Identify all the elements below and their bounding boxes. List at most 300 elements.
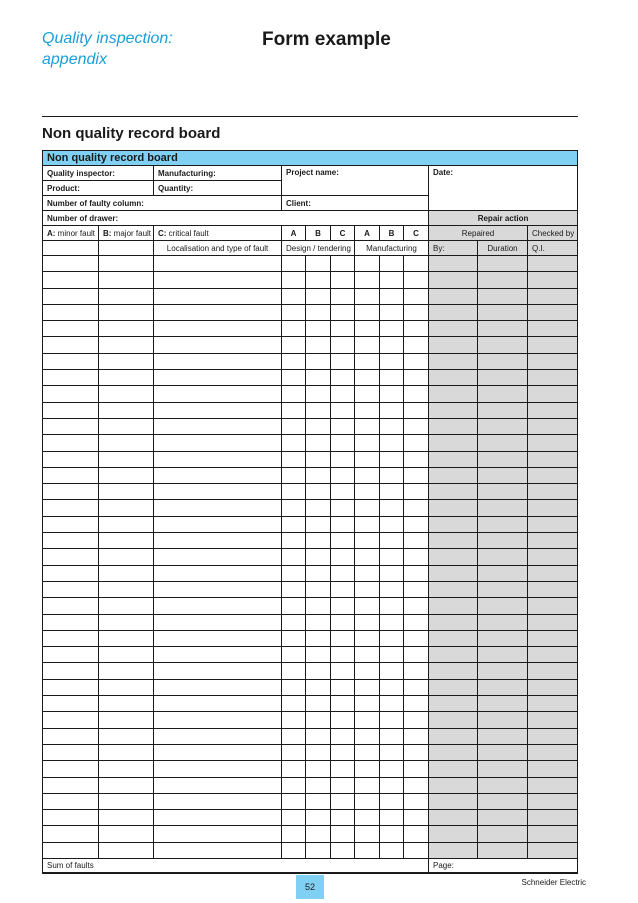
entry-cell[interactable] <box>331 353 355 369</box>
entry-cell[interactable] <box>99 842 154 858</box>
entry-cell[interactable] <box>404 549 429 565</box>
entry-cell[interactable] <box>528 353 578 369</box>
entry-cell[interactable] <box>380 467 404 483</box>
entry-cell[interactable] <box>282 630 306 646</box>
entry-cell[interactable] <box>380 337 404 353</box>
entry-cell[interactable] <box>478 663 528 679</box>
entry-cell[interactable] <box>154 696 282 712</box>
entry-cell[interactable] <box>380 353 404 369</box>
entry-cell[interactable] <box>43 842 99 858</box>
entry-cell[interactable] <box>355 533 380 549</box>
entry-cell[interactable] <box>331 288 355 304</box>
entry-cell[interactable] <box>306 484 331 500</box>
project-name-field[interactable]: Project name: <box>282 166 429 196</box>
entry-cell[interactable] <box>331 777 355 793</box>
entry-cell[interactable] <box>355 842 380 858</box>
entry-cell[interactable] <box>404 402 429 418</box>
entry-cell[interactable] <box>478 435 528 451</box>
entry-cell[interactable] <box>528 647 578 663</box>
entry-cell[interactable] <box>355 810 380 826</box>
entry-cell[interactable] <box>43 402 99 418</box>
entry-cell[interactable] <box>355 565 380 581</box>
entry-cell[interactable] <box>355 256 380 272</box>
entry-cell[interactable] <box>306 418 331 434</box>
entry-cell[interactable] <box>404 370 429 386</box>
entry-cell[interactable] <box>355 353 380 369</box>
entry-cell[interactable] <box>528 581 578 597</box>
entry-cell[interactable] <box>154 370 282 386</box>
entry-cell[interactable] <box>331 451 355 467</box>
entry-cell[interactable] <box>154 402 282 418</box>
entry-cell[interactable] <box>331 418 355 434</box>
entry-cell[interactable] <box>478 272 528 288</box>
entry-cell[interactable] <box>43 761 99 777</box>
entry-cell[interactable] <box>43 810 99 826</box>
entry-cell[interactable] <box>306 256 331 272</box>
entry-cell[interactable] <box>43 696 99 712</box>
entry-cell[interactable] <box>478 630 528 646</box>
entry-cell[interactable] <box>429 304 478 320</box>
entry-cell[interactable] <box>404 288 429 304</box>
entry-cell[interactable] <box>331 630 355 646</box>
entry-cell[interactable] <box>380 598 404 614</box>
entry-cell[interactable] <box>528 435 578 451</box>
entry-cell[interactable] <box>528 272 578 288</box>
entry-cell[interactable] <box>306 272 331 288</box>
entry-cell[interactable] <box>429 467 478 483</box>
entry-cell[interactable] <box>478 810 528 826</box>
entry-cell[interactable] <box>404 256 429 272</box>
entry-cell[interactable] <box>99 321 154 337</box>
entry-cell[interactable] <box>478 418 528 434</box>
entry-cell[interactable] <box>331 826 355 842</box>
entry-cell[interactable] <box>306 500 331 516</box>
entry-cell[interactable] <box>355 614 380 630</box>
entry-cell[interactable] <box>99 418 154 434</box>
entry-cell[interactable] <box>478 402 528 418</box>
entry-cell[interactable] <box>282 386 306 402</box>
entry-cell[interactable] <box>306 565 331 581</box>
entry-cell[interactable] <box>404 712 429 728</box>
entry-cell[interactable] <box>380 533 404 549</box>
entry-cell[interactable] <box>528 679 578 695</box>
entry-cell[interactable] <box>429 647 478 663</box>
entry-cell[interactable] <box>282 321 306 337</box>
entry-cell[interactable] <box>99 484 154 500</box>
entry-cell[interactable] <box>43 630 99 646</box>
entry-cell[interactable] <box>154 614 282 630</box>
entry-cell[interactable] <box>306 598 331 614</box>
entry-cell[interactable] <box>478 696 528 712</box>
entry-cell[interactable] <box>404 500 429 516</box>
entry-cell[interactable] <box>43 418 99 434</box>
entry-cell[interactable] <box>331 467 355 483</box>
entry-cell[interactable] <box>429 435 478 451</box>
entry-cell[interactable] <box>154 565 282 581</box>
entry-cell[interactable] <box>528 630 578 646</box>
entry-cell[interactable] <box>154 581 282 597</box>
entry-cell[interactable] <box>331 744 355 760</box>
entry-cell[interactable] <box>99 500 154 516</box>
entry-cell[interactable] <box>355 386 380 402</box>
entry-cell[interactable] <box>154 712 282 728</box>
entry-cell[interactable] <box>99 630 154 646</box>
entry-cell[interactable] <box>478 761 528 777</box>
entry-cell[interactable] <box>99 696 154 712</box>
entry-cell[interactable] <box>404 467 429 483</box>
entry-cell[interactable] <box>528 304 578 320</box>
entry-cell[interactable] <box>355 696 380 712</box>
entry-cell[interactable] <box>154 826 282 842</box>
entry-cell[interactable] <box>154 386 282 402</box>
entry-cell[interactable] <box>154 288 282 304</box>
entry-cell[interactable] <box>429 712 478 728</box>
entry-cell[interactable] <box>380 842 404 858</box>
entry-cell[interactable] <box>282 761 306 777</box>
entry-cell[interactable] <box>282 500 306 516</box>
entry-cell[interactable] <box>306 386 331 402</box>
entry-cell[interactable] <box>154 272 282 288</box>
entry-cell[interactable] <box>99 304 154 320</box>
entry-cell[interactable] <box>306 288 331 304</box>
entry-cell[interactable] <box>306 744 331 760</box>
entry-cell[interactable] <box>478 842 528 858</box>
entry-cell[interactable] <box>43 288 99 304</box>
entry-cell[interactable] <box>528 793 578 809</box>
entry-cell[interactable] <box>429 744 478 760</box>
entry-cell[interactable] <box>99 793 154 809</box>
entry-cell[interactable] <box>43 321 99 337</box>
entry-cell[interactable] <box>43 712 99 728</box>
entry-cell[interactable] <box>331 614 355 630</box>
entry-cell[interactable] <box>306 549 331 565</box>
entry-cell[interactable] <box>380 304 404 320</box>
entry-cell[interactable] <box>528 565 578 581</box>
entry-cell[interactable] <box>282 614 306 630</box>
entry-cell[interactable] <box>43 435 99 451</box>
entry-cell[interactable] <box>528 516 578 532</box>
entry-cell[interactable] <box>528 467 578 483</box>
entry-cell[interactable] <box>528 728 578 744</box>
entry-cell[interactable] <box>282 842 306 858</box>
entry-cell[interactable] <box>306 793 331 809</box>
entry-cell[interactable] <box>331 728 355 744</box>
entry-cell[interactable] <box>99 565 154 581</box>
entry-cell[interactable] <box>429 614 478 630</box>
entry-cell[interactable] <box>99 826 154 842</box>
entry-cell[interactable] <box>306 304 331 320</box>
entry-cell[interactable] <box>331 581 355 597</box>
entry-cell[interactable] <box>43 826 99 842</box>
entry-cell[interactable] <box>306 842 331 858</box>
entry-cell[interactable] <box>380 826 404 842</box>
entry-cell[interactable] <box>331 304 355 320</box>
entry-cell[interactable] <box>154 418 282 434</box>
quality-inspector-field[interactable]: Quality inspector: <box>43 166 154 181</box>
entry-cell[interactable] <box>154 304 282 320</box>
entry-cell[interactable] <box>355 370 380 386</box>
entry-cell[interactable] <box>154 435 282 451</box>
entry-cell[interactable] <box>528 663 578 679</box>
entry-cell[interactable] <box>99 744 154 760</box>
entry-cell[interactable] <box>429 418 478 434</box>
entry-cell[interactable] <box>404 353 429 369</box>
entry-cell[interactable] <box>528 614 578 630</box>
entry-cell[interactable] <box>404 630 429 646</box>
entry-cell[interactable] <box>43 549 99 565</box>
entry-cell[interactable] <box>528 370 578 386</box>
entry-cell[interactable] <box>99 370 154 386</box>
entry-cell[interactable] <box>331 500 355 516</box>
entry-cell[interactable] <box>282 793 306 809</box>
entry-cell[interactable] <box>99 647 154 663</box>
entry-cell[interactable] <box>404 679 429 695</box>
date-field[interactable]: Date: <box>429 166 578 211</box>
entry-cell[interactable] <box>306 402 331 418</box>
entry-cell[interactable] <box>380 435 404 451</box>
entry-cell[interactable] <box>478 581 528 597</box>
minor-fault-column[interactable] <box>43 241 99 256</box>
entry-cell[interactable] <box>99 337 154 353</box>
entry-cell[interactable] <box>404 777 429 793</box>
entry-cell[interactable] <box>478 484 528 500</box>
entry-cell[interactable] <box>528 500 578 516</box>
entry-cell[interactable] <box>429 484 478 500</box>
drawer-field[interactable]: Number of drawer: <box>43 211 429 226</box>
entry-cell[interactable] <box>355 272 380 288</box>
entry-cell[interactable] <box>404 761 429 777</box>
product-field[interactable]: Product: <box>43 181 154 196</box>
entry-cell[interactable] <box>282 353 306 369</box>
entry-cell[interactable] <box>154 647 282 663</box>
entry-cell[interactable] <box>306 467 331 483</box>
entry-cell[interactable] <box>306 451 331 467</box>
entry-cell[interactable] <box>478 728 528 744</box>
entry-cell[interactable] <box>99 549 154 565</box>
entry-cell[interactable] <box>99 288 154 304</box>
entry-cell[interactable] <box>43 500 99 516</box>
entry-cell[interactable] <box>43 565 99 581</box>
entry-cell[interactable] <box>43 370 99 386</box>
entry-cell[interactable] <box>154 679 282 695</box>
entry-cell[interactable] <box>331 549 355 565</box>
entry-cell[interactable] <box>355 484 380 500</box>
entry-cell[interactable] <box>306 435 331 451</box>
entry-cell[interactable] <box>355 304 380 320</box>
entry-cell[interactable] <box>99 353 154 369</box>
page-field[interactable]: Page: <box>429 858 578 873</box>
entry-cell[interactable] <box>43 467 99 483</box>
entry-cell[interactable] <box>380 712 404 728</box>
entry-cell[interactable] <box>478 793 528 809</box>
entry-cell[interactable] <box>355 793 380 809</box>
entry-cell[interactable] <box>404 484 429 500</box>
entry-cell[interactable] <box>99 402 154 418</box>
entry-cell[interactable] <box>282 647 306 663</box>
entry-cell[interactable] <box>429 337 478 353</box>
entry-cell[interactable] <box>404 516 429 532</box>
entry-cell[interactable] <box>478 370 528 386</box>
entry-cell[interactable] <box>154 663 282 679</box>
entry-cell[interactable] <box>429 256 478 272</box>
entry-cell[interactable] <box>355 679 380 695</box>
entry-cell[interactable] <box>429 321 478 337</box>
entry-cell[interactable] <box>282 826 306 842</box>
entry-cell[interactable] <box>380 744 404 760</box>
entry-cell[interactable] <box>478 288 528 304</box>
entry-cell[interactable] <box>282 696 306 712</box>
entry-cell[interactable] <box>154 549 282 565</box>
entry-cell[interactable] <box>404 533 429 549</box>
entry-cell[interactable] <box>380 630 404 646</box>
entry-cell[interactable] <box>528 337 578 353</box>
entry-cell[interactable] <box>478 647 528 663</box>
entry-cell[interactable] <box>355 712 380 728</box>
entry-cell[interactable] <box>380 321 404 337</box>
entry-cell[interactable] <box>478 712 528 728</box>
entry-cell[interactable] <box>331 402 355 418</box>
entry-cell[interactable] <box>331 321 355 337</box>
entry-cell[interactable] <box>429 386 478 402</box>
entry-cell[interactable] <box>380 647 404 663</box>
entry-cell[interactable] <box>429 516 478 532</box>
entry-cell[interactable] <box>282 810 306 826</box>
entry-cell[interactable] <box>355 777 380 793</box>
entry-cell[interactable] <box>429 761 478 777</box>
entry-cell[interactable] <box>331 435 355 451</box>
entry-cell[interactable] <box>404 321 429 337</box>
entry-cell[interactable] <box>43 728 99 744</box>
entry-cell[interactable] <box>404 451 429 467</box>
entry-cell[interactable] <box>380 484 404 500</box>
entry-cell[interactable] <box>282 370 306 386</box>
entry-cell[interactable] <box>43 679 99 695</box>
entry-cell[interactable] <box>380 500 404 516</box>
entry-cell[interactable] <box>404 793 429 809</box>
entry-cell[interactable] <box>282 744 306 760</box>
entry-cell[interactable] <box>331 256 355 272</box>
entry-cell[interactable] <box>282 451 306 467</box>
entry-cell[interactable] <box>478 386 528 402</box>
entry-cell[interactable] <box>429 728 478 744</box>
entry-cell[interactable] <box>99 728 154 744</box>
entry-cell[interactable] <box>43 663 99 679</box>
entry-cell[interactable] <box>429 549 478 565</box>
entry-cell[interactable] <box>380 565 404 581</box>
entry-cell[interactable] <box>355 581 380 597</box>
entry-cell[interactable] <box>306 353 331 369</box>
entry-cell[interactable] <box>528 712 578 728</box>
entry-cell[interactable] <box>478 321 528 337</box>
entry-cell[interactable] <box>282 581 306 597</box>
entry-cell[interactable] <box>282 565 306 581</box>
entry-cell[interactable] <box>355 826 380 842</box>
entry-cell[interactable] <box>528 777 578 793</box>
entry-cell[interactable] <box>99 663 154 679</box>
entry-cell[interactable] <box>99 598 154 614</box>
entry-cell[interactable] <box>282 256 306 272</box>
entry-cell[interactable] <box>478 679 528 695</box>
entry-cell[interactable] <box>355 500 380 516</box>
entry-cell[interactable] <box>404 581 429 597</box>
entry-cell[interactable] <box>528 451 578 467</box>
entry-cell[interactable] <box>380 288 404 304</box>
entry-cell[interactable] <box>43 272 99 288</box>
entry-cell[interactable] <box>154 761 282 777</box>
entry-cell[interactable] <box>404 386 429 402</box>
entry-cell[interactable] <box>355 598 380 614</box>
entry-cell[interactable] <box>528 598 578 614</box>
entry-cell[interactable] <box>282 777 306 793</box>
entry-cell[interactable] <box>99 533 154 549</box>
entry-cell[interactable] <box>43 581 99 597</box>
entry-cell[interactable] <box>99 679 154 695</box>
entry-cell[interactable] <box>478 337 528 353</box>
entry-cell[interactable] <box>43 777 99 793</box>
entry-cell[interactable] <box>306 810 331 826</box>
entry-cell[interactable] <box>404 614 429 630</box>
entry-cell[interactable] <box>429 288 478 304</box>
entry-cell[interactable] <box>99 256 154 272</box>
entry-cell[interactable] <box>355 402 380 418</box>
entry-cell[interactable] <box>43 484 99 500</box>
entry-cell[interactable] <box>380 402 404 418</box>
entry-cell[interactable] <box>404 663 429 679</box>
entry-cell[interactable] <box>429 581 478 597</box>
entry-cell[interactable] <box>478 451 528 467</box>
entry-cell[interactable] <box>429 533 478 549</box>
entry-cell[interactable] <box>99 272 154 288</box>
entry-cell[interactable] <box>154 630 282 646</box>
entry-cell[interactable] <box>282 337 306 353</box>
entry-cell[interactable] <box>404 647 429 663</box>
entry-cell[interactable] <box>380 793 404 809</box>
entry-cell[interactable] <box>43 304 99 320</box>
entry-cell[interactable] <box>43 614 99 630</box>
entry-cell[interactable] <box>43 533 99 549</box>
entry-cell[interactable] <box>380 386 404 402</box>
entry-cell[interactable] <box>404 826 429 842</box>
entry-cell[interactable] <box>404 565 429 581</box>
entry-cell[interactable] <box>331 484 355 500</box>
entry-cell[interactable] <box>154 467 282 483</box>
entry-cell[interactable] <box>380 777 404 793</box>
entry-cell[interactable] <box>429 793 478 809</box>
entry-cell[interactable] <box>331 696 355 712</box>
entry-cell[interactable] <box>355 630 380 646</box>
entry-cell[interactable] <box>331 337 355 353</box>
entry-cell[interactable] <box>429 451 478 467</box>
entry-cell[interactable] <box>429 777 478 793</box>
entry-cell[interactable] <box>404 435 429 451</box>
entry-cell[interactable] <box>282 728 306 744</box>
entry-cell[interactable] <box>306 728 331 744</box>
quantity-field[interactable]: Quantity: <box>154 181 282 196</box>
entry-cell[interactable] <box>380 810 404 826</box>
entry-cell[interactable] <box>355 728 380 744</box>
entry-cell[interactable] <box>478 467 528 483</box>
entry-cell[interactable] <box>99 451 154 467</box>
entry-cell[interactable] <box>43 451 99 467</box>
entry-cell[interactable] <box>355 288 380 304</box>
entry-cell[interactable] <box>478 353 528 369</box>
entry-cell[interactable] <box>528 402 578 418</box>
entry-cell[interactable] <box>154 500 282 516</box>
entry-cell[interactable] <box>429 696 478 712</box>
entry-cell[interactable] <box>306 533 331 549</box>
entry-cell[interactable] <box>478 614 528 630</box>
entry-cell[interactable] <box>355 418 380 434</box>
